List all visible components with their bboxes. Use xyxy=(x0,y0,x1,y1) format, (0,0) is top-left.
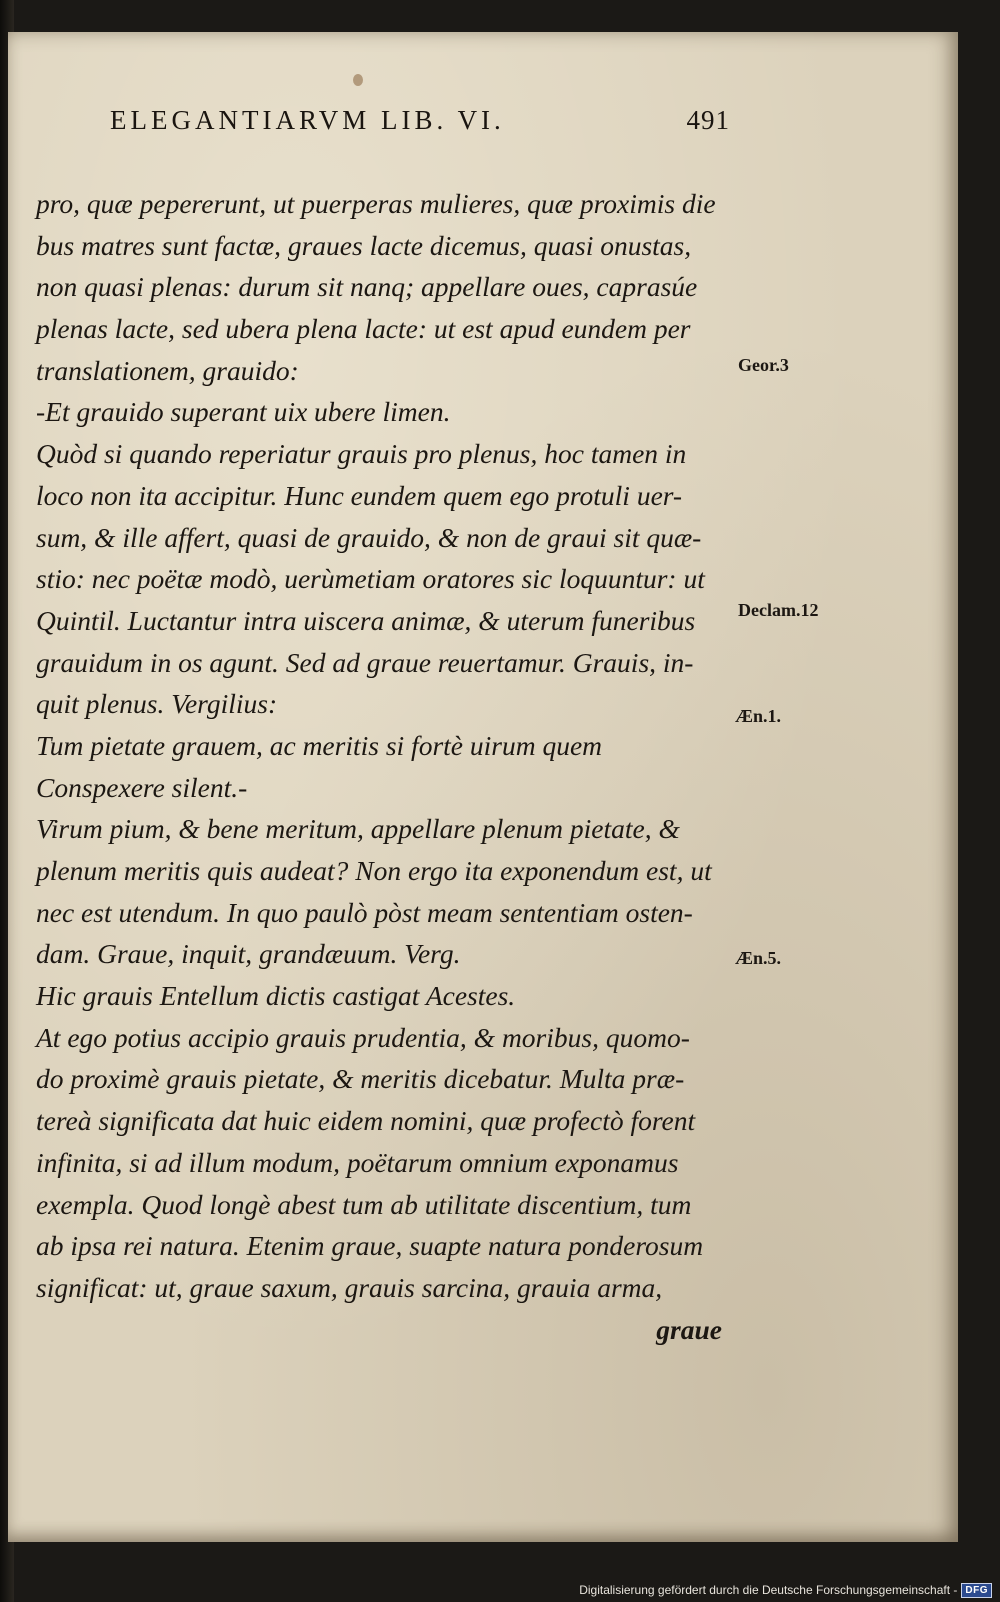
text-line: exempla. Quod longè abest tum ab utilitate discentium, tum xyxy=(36,1188,692,1220)
text-line: grauidum in os agunt. Sed ad graue reuertamur. Grauis, in- xyxy=(36,646,694,678)
text-line: tereà significata dat huic eidem nomini, quæ profectò forent xyxy=(36,1105,696,1137)
page-number: 491 xyxy=(686,105,730,135)
text-line: ab ipsa rei natura. Etenim graue, suapte natura ponderosum xyxy=(36,1230,704,1262)
text-line: do proximè grauis pietate, & meritis dicebatur. Multa præ- xyxy=(36,1063,685,1095)
page-stain xyxy=(353,74,363,86)
body-text xyxy=(36,183,736,1350)
page-header xyxy=(110,105,730,145)
text-line: At ego potius accipio grauis prudentia, & moribus, quomo- xyxy=(36,1021,690,1053)
text-line: Hic grauis Entellum dictis castigat Acestes. xyxy=(36,980,516,1012)
text-line: non quasi plenas: durum sit nanq; appellare oues, caprasúe xyxy=(36,271,698,303)
text-line: -Et grauido superant uix ubere limen. xyxy=(36,396,451,428)
text-line: significat: ut, graue saxum, grauis sarcina, grauia arma, xyxy=(36,1271,663,1303)
running-title: ELEGANTIARVM LIB. VI. xyxy=(110,105,505,135)
digitization-credit xyxy=(579,1580,992,1600)
text-line: Virum pium, & bene meritum, appellare plenum pietate, & xyxy=(36,813,680,845)
text-line: bus matres sunt factæ, graues lacte dicemus, quasi onustas, xyxy=(36,229,692,261)
text-line: Conspexere silent.- xyxy=(36,771,248,803)
text-line: loco non ita accipitur. Hunc eundem quem ego protuli uer- xyxy=(36,479,683,511)
text-line: Quòd si quando reperiatur grauis pro plenus, hoc tamen in xyxy=(36,438,687,470)
text-line: quit plenus. Vergilius: xyxy=(36,688,278,720)
dfg-logo: DFG xyxy=(961,1583,992,1598)
text-line: translationem, grauido: xyxy=(36,354,299,386)
credit-text: Digitalisierung gefördert durch die Deutsche Forschungsgemeinschaft - xyxy=(579,1583,958,1597)
margin-note-georgics: Geor.3 xyxy=(738,355,789,375)
text-line: stio: nec poëtæ modò, uerùmetiam oratores sic loquuntur: ut xyxy=(36,563,705,595)
text-line: Quintil. Luctantur intra uiscera animæ, & uterum funeribus xyxy=(36,604,696,636)
margin-note-aeneid-1: Æn.1. xyxy=(735,706,782,726)
text-line: sum, & ille affert, quasi de grauido, & non de graui sit quæ- xyxy=(36,521,702,553)
text-line: pro, quæ pepererunt, ut puerperas mulieres, quæ proximis die xyxy=(36,188,716,219)
catchword: graue xyxy=(656,1313,722,1345)
text-line: dam. Graue, inquit, grandæuum. Verg. xyxy=(36,938,461,970)
margin-note-aeneid-5: Æn.5. xyxy=(735,948,782,968)
text-line: plenum meritis quis audeat? Non ergo ita exponendum est, ut xyxy=(36,855,712,886)
text-line: infinita, si ad illum modum, poëtarum omnium exponamus xyxy=(36,1146,679,1178)
text-line: plenas lacte, sed ubera plena lacte: ut est apud eundem per xyxy=(36,313,691,345)
text-line: nec est utendum. In quo paulò pòst meam sententiam osten- xyxy=(36,896,693,928)
margin-note-declamation: Declam.12 xyxy=(738,600,819,620)
text-line: Tum pietate grauem, ac meritis si fortè uirum quem xyxy=(36,729,603,761)
